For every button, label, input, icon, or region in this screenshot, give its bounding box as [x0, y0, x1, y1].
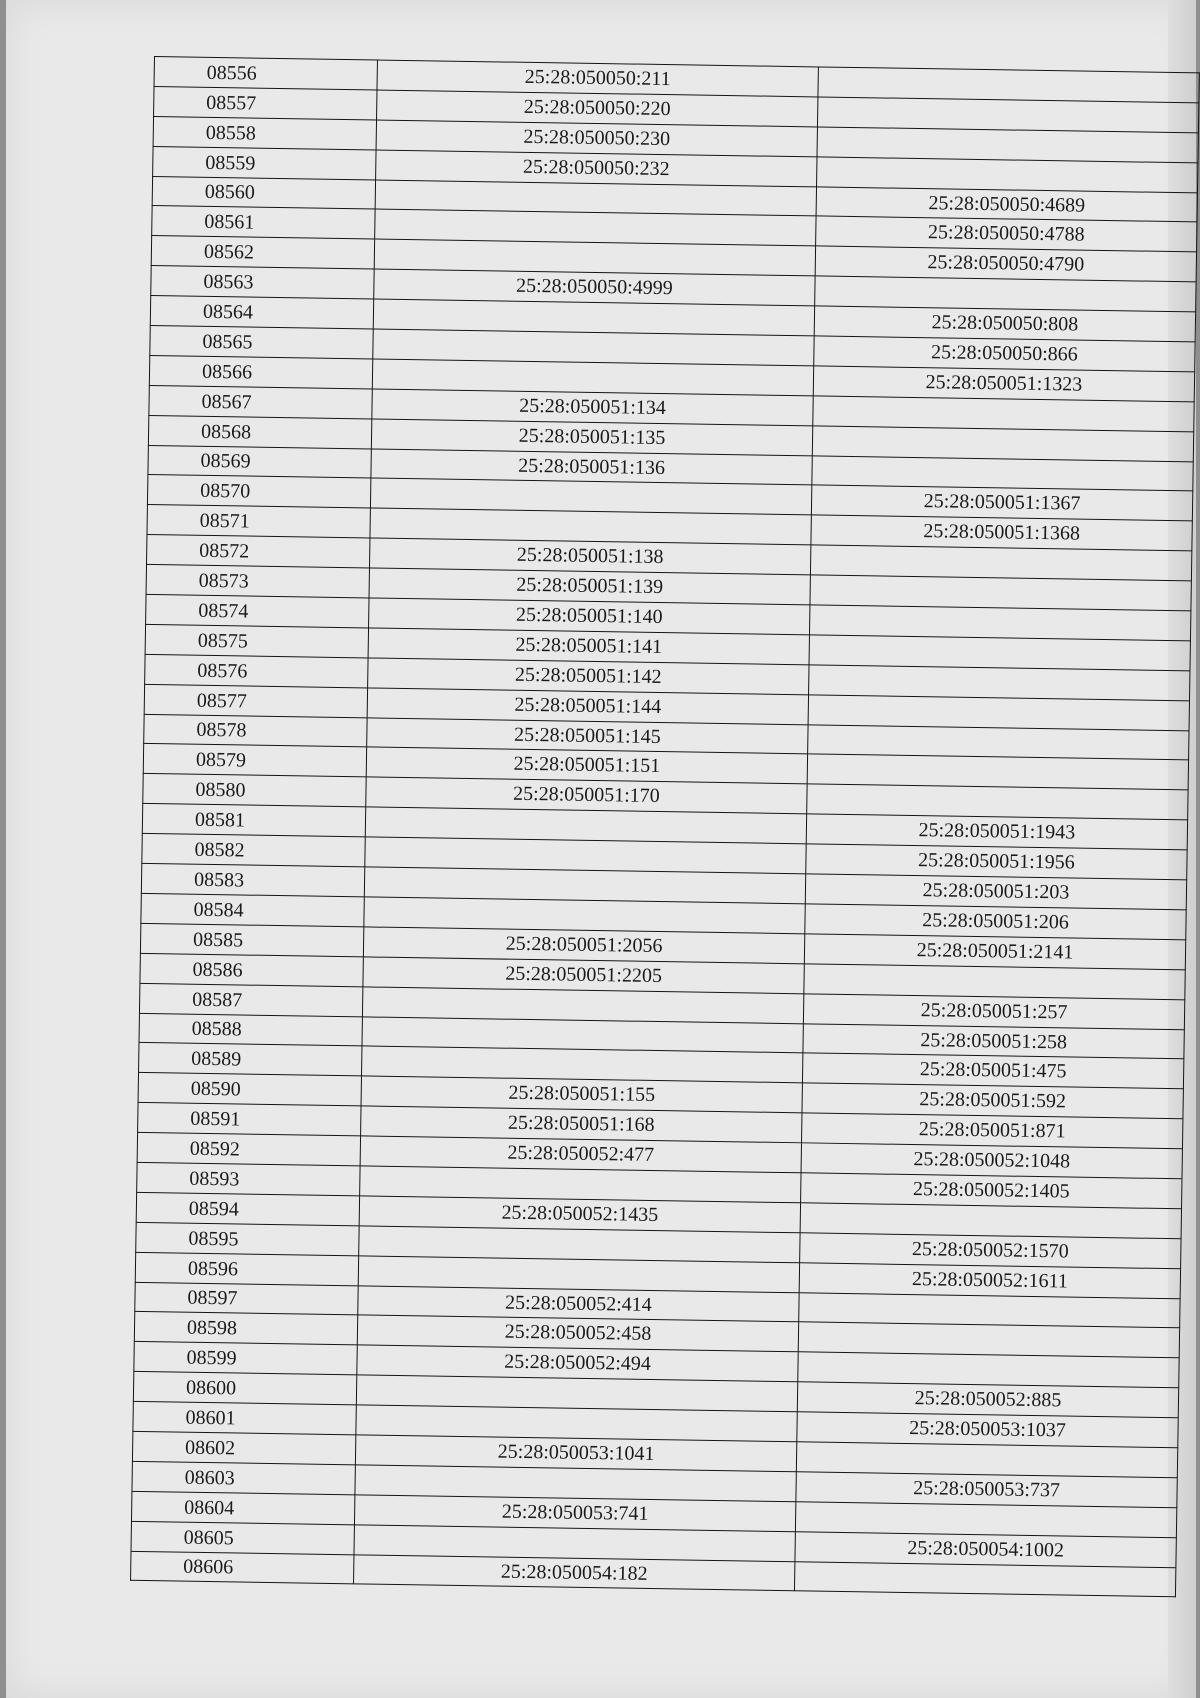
- cadastral-number-cell-left: 25:28:050050:211: [377, 60, 818, 97]
- row-number-cell: 08597: [135, 1282, 358, 1315]
- row-number-cell: 08557: [154, 86, 377, 119]
- row-number-cell: 08556: [154, 57, 377, 90]
- row-number-cell: 08598: [134, 1312, 357, 1345]
- cadastral-number-cell-right: 25:28:050050:4790: [815, 246, 1196, 282]
- cadastral-number-cell-left: 25:28:050051:144: [367, 688, 808, 725]
- row-number-cell: 08591: [138, 1103, 361, 1136]
- row-number-cell: 08569: [148, 445, 371, 478]
- cadastral-number-cell-right: 25:28:050053:1037: [797, 1412, 1178, 1448]
- row-number-cell: 08560: [152, 176, 375, 209]
- row-number-cell: 08570: [147, 475, 370, 508]
- cadastral-number-cell-right: 25:28:050054:1002: [795, 1531, 1176, 1567]
- row-number-cell: 08595: [136, 1222, 359, 1255]
- cadastral-number-cell-left: 25:28:050051:141: [368, 628, 809, 665]
- cadastral-number-cell-right: 25:28:050051:203: [805, 874, 1186, 910]
- row-number-cell: 08602: [132, 1431, 355, 1464]
- row-number-cell: 08559: [153, 146, 376, 179]
- cadastral-number-cell-left: 25:28:050051:151: [366, 747, 807, 784]
- row-number-cell: 08590: [138, 1073, 361, 1106]
- cadastral-number-table: [130, 56, 1200, 1598]
- row-number-cell: 08586: [140, 953, 363, 986]
- row-number-cell: 08604: [131, 1491, 354, 1524]
- cadastral-number-cell-right: 25:28:050051:871: [802, 1113, 1183, 1149]
- cadastral-number-cell-left: 25:28:050051:135: [371, 419, 812, 456]
- row-number-cell: 08587: [139, 983, 362, 1016]
- cadastral-number-cell-left: 25:28:050051:170: [366, 777, 807, 814]
- cadastral-number-cell-left: 25:28:050051:140: [369, 598, 810, 635]
- row-number-cell: 08580: [143, 774, 366, 807]
- cadastral-number-cell-right: 25:28:050051:1323: [813, 366, 1194, 402]
- cadastral-number-cell-right: 25:28:050051:1367: [811, 485, 1192, 521]
- row-number-cell: 08594: [136, 1192, 359, 1225]
- row-number-cell: 08603: [132, 1461, 355, 1494]
- cadastral-number-cell-left: 25:28:050051:134: [372, 389, 813, 426]
- cadastral-number-cell-right: 25:28:050051:1943: [806, 814, 1187, 850]
- cadastral-number-cell-right: 25:28:050051:206: [805, 904, 1186, 940]
- cadastral-number-cell-right: 25:28:050052:885: [797, 1382, 1178, 1418]
- row-number-cell: 08588: [139, 1013, 362, 1046]
- scanned-page: [6, 0, 1196, 1698]
- row-number-cell: 08563: [151, 266, 374, 299]
- row-number-cell: 08578: [144, 714, 367, 747]
- cadastral-number-cell-right: 25:28:050050:4689: [816, 186, 1197, 222]
- row-number-cell: 08571: [147, 505, 370, 538]
- cadastral-number-cell-right: 25:28:050050:866: [814, 336, 1195, 372]
- row-number-cell: 08605: [131, 1521, 354, 1554]
- cadastral-number-cell-right: 25:28:050050:808: [814, 306, 1195, 342]
- cadastral-number-cell-right: 25:28:050051:257: [803, 993, 1184, 1029]
- row-number-cell: 08565: [150, 325, 373, 358]
- row-number-cell: 08584: [141, 893, 364, 926]
- row-number-cell: 08574: [146, 594, 369, 627]
- row-number-cell: 08596: [135, 1252, 358, 1285]
- cadastral-number-cell-right: 25:28:050051:1956: [806, 844, 1187, 880]
- table-body: [131, 57, 1200, 1598]
- cadastral-number-cell-left: 25:28:050052:477: [360, 1136, 801, 1173]
- row-number-cell: 08562: [151, 236, 374, 269]
- row-number-cell: 08585: [140, 923, 363, 956]
- cadastral-number-cell-left: 25:28:050054:182: [354, 1554, 795, 1591]
- cadastral-number-cell-left: 25:28:050051:139: [369, 568, 810, 605]
- row-number-cell: 08566: [149, 355, 372, 388]
- row-number-cell: 08572: [147, 535, 370, 568]
- cadastral-number-cell-right: 25:28:050051:1368: [811, 515, 1192, 551]
- cadastral-number-cell-left: 25:28:050052:1435: [359, 1196, 800, 1233]
- row-number-cell: 08583: [141, 863, 364, 896]
- row-number-cell: 08561: [152, 206, 375, 239]
- cadastral-number-cell-left: 25:28:050053:1041: [355, 1435, 796, 1472]
- cadastral-number-cell-left: 25:28:050051:142: [368, 658, 809, 695]
- row-number-cell: 08577: [144, 684, 367, 717]
- cadastral-number-cell-right: 25:28:050051:475: [802, 1053, 1183, 1089]
- cadastral-number-cell-right: 25:28:050052:1611: [799, 1262, 1180, 1298]
- cadastral-number-cell-right: 25:28:050051:2141: [804, 934, 1185, 970]
- cadastral-number-cell-left: 25:28:050052:414: [358, 1285, 799, 1322]
- cadastral-number-cell-right: 25:28:050053:737: [796, 1472, 1177, 1508]
- row-number-cell: 08599: [134, 1342, 357, 1375]
- row-number-cell: 08606: [131, 1551, 354, 1584]
- cadastral-number-cell-left: 25:28:050050:230: [376, 120, 817, 157]
- row-number-cell: 08564: [150, 296, 373, 329]
- cadastral-number-cell-right: 25:28:050051:258: [803, 1023, 1184, 1059]
- row-number-cell: 08567: [149, 385, 372, 418]
- row-number-cell: 08575: [145, 624, 368, 657]
- cadastral-number-cell-left: 25:28:050051:138: [369, 538, 810, 575]
- row-number-cell: 08568: [148, 415, 371, 448]
- row-number-cell: 08558: [153, 116, 376, 149]
- cadastral-number-cell-right: 25:28:050052:1570: [800, 1233, 1181, 1269]
- cadastral-number-cell-right: [794, 1561, 1175, 1597]
- row-number-cell: 08579: [143, 744, 366, 777]
- row-number-cell: 08576: [145, 654, 368, 687]
- cadastral-number-cell-right: 25:28:050051:592: [802, 1083, 1183, 1119]
- cadastral-number-cell-left: 25:28:050053:741: [354, 1495, 795, 1532]
- row-number-cell: 08589: [139, 1043, 362, 1076]
- cadastral-number-cell-right: 25:28:050052:1405: [801, 1173, 1182, 1209]
- cadastral-number-cell-left: 25:28:050051:2056: [363, 927, 804, 964]
- cadastral-number-cell-left: 25:28:050051:2205: [363, 957, 804, 994]
- cadastral-number-cell-left: 25:28:050050:4999: [374, 269, 815, 306]
- cadastral-number-cell-left: 25:28:050051:136: [371, 449, 812, 486]
- cadastral-number-cell-left: 25:28:050050:232: [376, 150, 817, 187]
- row-number-cell: 08573: [146, 565, 369, 598]
- cadastral-number-cell-left: 25:28:050052:494: [357, 1345, 798, 1382]
- row-number-cell: 08581: [142, 804, 365, 837]
- cadastral-number-cell-left: 25:28:050052:458: [357, 1315, 798, 1352]
- row-number-cell: 08592: [137, 1132, 360, 1165]
- cadastral-number-cell-left: 25:28:050051:155: [361, 1076, 802, 1113]
- cadastral-number-cell-right: 25:28:050052:1048: [801, 1143, 1182, 1179]
- cadastral-number-cell-left: 25:28:050051:168: [361, 1106, 802, 1143]
- cadastral-number-cell-right: 25:28:050050:4788: [816, 216, 1197, 252]
- row-number-cell: 08593: [137, 1162, 360, 1195]
- row-number-cell: 08600: [133, 1372, 356, 1405]
- row-number-cell: 08601: [133, 1401, 356, 1434]
- cadastral-number-cell-left: 25:28:050050:220: [377, 90, 818, 127]
- row-number-cell: 08582: [142, 834, 365, 867]
- cadastral-number-cell-left: 25:28:050051:145: [367, 718, 808, 755]
